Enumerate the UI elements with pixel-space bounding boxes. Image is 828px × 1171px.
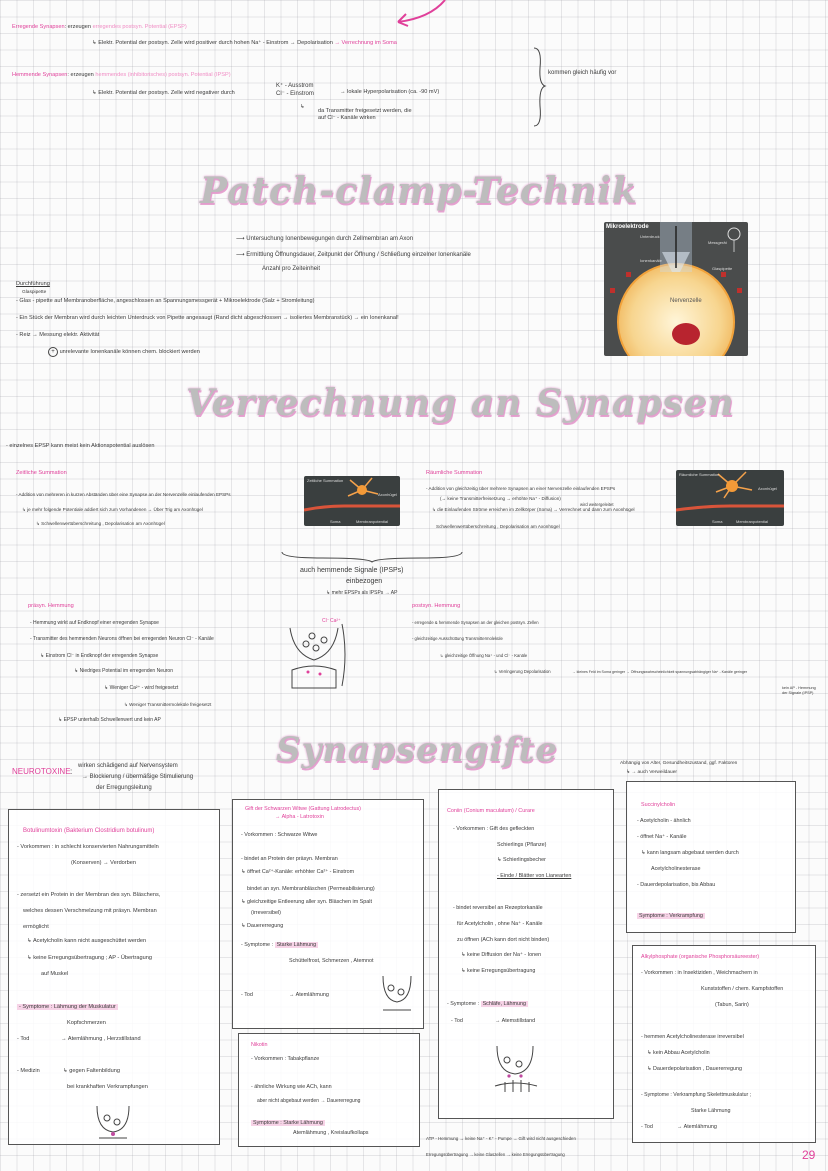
raum-line-2: (→ keine Transmitterfreisetzung → erhöhte Na⁺ - Diffusion) bbox=[440, 496, 561, 501]
postsyn-hemmung-label: postsyn. Hemmung bbox=[412, 603, 461, 609]
witwe-tod2: → Atemlähmung bbox=[289, 992, 329, 998]
niko-2: aber nicht abgebaut werden → Dauererregung bbox=[257, 1098, 361, 1104]
abhaengig-2: ↳ → auch Verweildauer bbox=[626, 770, 677, 775]
hemmende-transmitter-branch: ↳ bbox=[300, 104, 305, 110]
diag-ca: Ca²⁺ bbox=[330, 618, 341, 624]
raeumliche-summation-label: Räumliche Summation bbox=[426, 470, 483, 476]
niko-s2: Atemlähmung , Kreislaufkollaps bbox=[293, 1130, 369, 1136]
raum-line-3: ↳ die Einlaufenden Ströme erreichen im Zellkörper (Soma) → Verrechnet und dann zum Axonhügel bbox=[432, 507, 635, 512]
succinylcholin-box bbox=[626, 781, 796, 933]
witwe-synapse-sketch bbox=[379, 976, 415, 1016]
alkylphosphate-box bbox=[632, 945, 816, 1143]
neurotoxine-label: NEUROTOXINE bbox=[12, 767, 71, 776]
botu-z5: ↳ keine Erregungsübertragung ; AP - Übertragung bbox=[27, 955, 152, 961]
prae-6: ↳ Weniger Transmittermoleküle freigesetzt bbox=[124, 702, 212, 707]
durchfuehrung-label: Durchführung bbox=[16, 281, 50, 287]
alkyl-symptome: - Symptome : Verkrampfung Skelettmuskulatur ; bbox=[641, 1092, 752, 1098]
zeit-line-3: ↳ Schwellenwertüberschreitung , Depolarisation am Axonhügel bbox=[36, 521, 165, 526]
hemmende-sub: ↳ Elektr. Potential der postsyn. Zelle wird negativer durch bbox=[92, 90, 235, 96]
botu-tod: - Tod bbox=[17, 1036, 30, 1042]
niko-v: - Vorkommen : Tabakpflanze bbox=[251, 1056, 320, 1062]
alkyl-3: ↳ Dauerdepolarisation , Dauererregung bbox=[647, 1066, 743, 1072]
coniin-box bbox=[438, 789, 614, 1119]
glaspipette-label: Glaspipette bbox=[712, 266, 733, 271]
img1-soma: Soma bbox=[330, 519, 341, 524]
auch-hemmende: auch hemmende Signale (IPSPs) bbox=[300, 567, 404, 574]
botu-z6: auf Muskel bbox=[41, 971, 69, 977]
page-number: 29 bbox=[802, 1148, 816, 1162]
mehr-epsps: ↳ mehr EPSPs als IPSPs → AP bbox=[326, 590, 398, 596]
verrechnung-title: Verrechnung an Synapsen bbox=[186, 382, 735, 424]
prae-2: - Transmitter des hemmenden Neurons öffnen bei erregenden Neuron Cl⁻ - Kanäle bbox=[30, 636, 214, 642]
botu-z2: welches dessen Verschmelzung mit präsyn. Membran bbox=[23, 908, 157, 914]
erregende-sub: Elektr. Potential der postsyn. Zelle wird positiver durch hohen Na⁺ - Einstrom bbox=[98, 40, 289, 46]
patch-clamp-image bbox=[604, 222, 748, 356]
botu-tod2: → Atemlähmung , Herzstillstand bbox=[61, 1036, 141, 1042]
alkyl-s2: Starke Lähmung bbox=[691, 1108, 731, 1114]
patch-bullet-3: - Reiz → Messung elektr. Aktivität bbox=[16, 332, 100, 338]
patch-bullet-4: + unrelevante Ionenkanäle können chem. blockiert werden bbox=[48, 347, 200, 357]
conin-v4: - Einde / Blätter von Lianearten bbox=[497, 873, 572, 879]
img2-axonhuegel: Axonhügel bbox=[758, 486, 777, 491]
top-arrow-decoration bbox=[390, 0, 450, 30]
sux-1: - Acetylcholin - ähnlich bbox=[637, 818, 691, 824]
alkyl-v3: (Tabun, Sarin) bbox=[715, 1002, 749, 1008]
witwe-sub: → Alpha - Latrotoxin bbox=[275, 814, 324, 820]
raum-line-3b: wird weitergeleitet bbox=[580, 502, 614, 507]
patch-clamp-title: Patch-clamp-Technik bbox=[200, 170, 638, 212]
witwe-tod: - Tod bbox=[241, 992, 253, 998]
prae-5: ↳ Weniger Ca²⁺ - wird freigesetzt bbox=[104, 685, 179, 691]
hemmende-transmitter: da Transmitter freigesetzt werden, die auf Cl⁻ - Kanäle wirken bbox=[318, 108, 412, 121]
conin-5: ↳ keine Erregungsübertragung bbox=[461, 968, 536, 974]
sux-title: Succinylcholin bbox=[641, 802, 676, 808]
patch-bullet-1: - Glas - pipette auf Membranoberfläche, angeschlossen an Spannungsmessgerät + Mikroelektrode (Salz + Stromleitung) bbox=[16, 298, 315, 304]
praesyn-hemmung-label: präsyn. Hemmung bbox=[28, 603, 74, 609]
raeumliche-summation-illustration bbox=[676, 470, 784, 526]
alkyl-tod: - Tod bbox=[641, 1124, 653, 1130]
center-brace bbox=[282, 550, 462, 562]
erregende-depol: Depolarisation bbox=[297, 40, 333, 46]
img2-soma: Soma bbox=[712, 519, 723, 524]
alkyl-v2: Kunststoffen / chem. Kampfstoffen bbox=[701, 986, 784, 992]
hemmende-result: → lokale Hyperpolarisation (ca. -90 mV) bbox=[340, 89, 440, 95]
ion-kalium: K⁺ - Ausstrom bbox=[276, 83, 314, 89]
witwe-symptome: - Symptome : Starke Lähmung bbox=[241, 942, 317, 948]
raum-line-4: Schwellenwertüberschreitung , Depolarisation am Axonhügel bbox=[436, 524, 560, 529]
conin-v2: Schierlings (Pflanze) bbox=[497, 842, 547, 848]
img1-title: Zeitliche Summation bbox=[307, 478, 344, 483]
post-1: - erregende & hemmende Synapsen an der gleichen postsyn. Zellen bbox=[412, 620, 539, 625]
prae-7: ↳ EPSP unterhalb Schwellenwert und kein AP bbox=[58, 717, 161, 723]
messgeraet-label: Messgerät bbox=[708, 240, 727, 245]
patch-arrow-3: Anzahl pro Zeiteinheit bbox=[262, 266, 321, 272]
botu-title: Botulinumtoxin (Bakterium Clostridium botulinum) bbox=[23, 828, 155, 834]
praesyn-diagram bbox=[284, 614, 354, 694]
conin-title: Coniin (Conium maculatum) / Curare bbox=[447, 808, 535, 814]
conin-v3: ↳ Schierlingsbecher bbox=[497, 857, 546, 863]
conin-4: ↳ keine Diffusion der Na⁺ - Ionen bbox=[461, 952, 542, 958]
witwe-5: (irreversibel) bbox=[251, 910, 281, 916]
post-3: ↳ gleichzeitige Öffnung Na⁺ - und Cl⁻ - Kanäle bbox=[440, 653, 528, 658]
alkyl-v: - Vorkommen : in Insektiziden , Weichmachern in bbox=[641, 970, 758, 976]
niko-symptome: Symptome : Starke Lähmung bbox=[253, 1120, 323, 1126]
glaspipette-note: Glaspipette bbox=[22, 290, 47, 295]
neuro-1: wirken schädigend auf Nervensystem bbox=[78, 763, 178, 769]
mikroelektrode-label: Mikroelektrode bbox=[606, 224, 649, 230]
alkyl-2: ↳ kein Abbau Acetylcholin bbox=[647, 1050, 710, 1056]
synapsengifte-title: Synapsengifte bbox=[276, 730, 558, 770]
conin-v: - Vorkommen : Gift des gefleckten bbox=[453, 826, 535, 832]
atp-note-2: Erregungsübertragung → keine Glaszellen → keine Erregungsübertragung bbox=[426, 1152, 565, 1157]
post-2: - gleichzeitige Ausschüttung Transmittermoleküle bbox=[412, 636, 503, 641]
einbezogen: einbezogen bbox=[346, 578, 383, 585]
conin-tod: - Tod bbox=[451, 1018, 463, 1024]
top-brace bbox=[532, 48, 546, 128]
botu-z3: ermöglicht bbox=[23, 924, 49, 930]
botu-z4: ↳ Acetylcholin kann nicht ausgeschüttet werden bbox=[27, 938, 147, 944]
ion-chlorid: Cl⁻ - Einstrom bbox=[276, 91, 314, 97]
sux-5: - Dauerdepolarisation, bis Abbau bbox=[637, 882, 716, 888]
witwe-1: - bindet an Protein der präsyn. Membran bbox=[241, 856, 338, 862]
erregende-synapsen-line bbox=[12, 24, 187, 31]
raeumliche-summation-image bbox=[676, 470, 784, 526]
erregende-verrechnung: → Verrechnung im Soma bbox=[334, 40, 397, 46]
conin-tod2: → Atemstillstand bbox=[495, 1018, 536, 1024]
botu-s2: Kopfschmerzen bbox=[67, 1020, 106, 1026]
patch-bullet-2: - Ein Stück der Membran wird durch leichten Unterdruck von Pipette angesaugt (Rand dicht abgeschlossen → isoliertes Membranstück) → ein Ionenkanal! bbox=[16, 315, 399, 321]
erregende-pink: erregendes postsyn. Potential (EPSP) bbox=[92, 24, 187, 30]
img1-membranpotential: Membranpotential bbox=[356, 519, 389, 524]
witwe-title: Gift der Schwarzen Witwe (Gattung Latrodectus) bbox=[245, 806, 361, 812]
ionenkanaele-label: Ionenkanäle bbox=[640, 258, 662, 263]
verr-intro: - einzelnes EPSP kann meist kein Aktionspotential auslösen bbox=[6, 443, 155, 449]
witwe-v: - Vorkommen : Schwarze Witwe bbox=[241, 832, 318, 838]
erregende-label: Erregende Synapsen bbox=[12, 24, 65, 30]
prae-4: ↳ Niedriges Potential im erregenden Neuron bbox=[74, 668, 173, 674]
witwe-2: ↳ öffnet Ca²⁺-Kanäle: erhöhter Ca²⁺ - Einstrom bbox=[241, 869, 355, 875]
botu-med2: ↳ gegen Faltenbildung bbox=[63, 1068, 120, 1074]
post-6: kein AP - Hemmung der Signale (IPSP) bbox=[782, 686, 816, 695]
conin-symptome: - Symptome : Schläfe, Lähmung bbox=[447, 1001, 527, 1007]
patch-arrow-1: ⟶ Untersuchung Ionenbewegungen durch Zellmembran am Axon bbox=[236, 236, 414, 242]
witwe-4: ↳ gleichzeitige Entleerung aller syn. Bläschen im Spalt bbox=[241, 899, 372, 905]
erregende-text: : erzeugen bbox=[64, 24, 91, 30]
neuro-2: → Blockierung / übermäßige Stimulierung bbox=[82, 774, 194, 780]
sux-symptome: Symptome : Verkrampfung bbox=[639, 913, 703, 919]
sux-3: ↳ kann langsam abgebaut werden durch bbox=[641, 850, 739, 856]
img2-membranpotential: Membranpotential bbox=[736, 519, 769, 524]
niko-1: - ähnliche Wirkung wie ACh, kann bbox=[251, 1084, 332, 1090]
atp-note: ATP - Hemmung → keine Na⁺ - K⁺ - Pumpe → Gift wird nicht ausgeschieden bbox=[426, 1136, 576, 1141]
witwe-s3: Schüttelfrost, Schmerzen , Atemnot bbox=[289, 958, 374, 964]
sux-2: - öffnet Na⁺ - Kanäle bbox=[637, 834, 687, 840]
zeit-line-2: ↳ je mehr folgende Potentiale addiert sich zum Vorhandenen → Über Trig am Axonhügel bbox=[22, 507, 203, 512]
side-note: kommen gleich häufig vor bbox=[548, 70, 617, 76]
hemmende-pink: hemmendes (inhibitorisches) postsyn. Potential (IPSP) bbox=[95, 72, 231, 78]
botu-med: - Medizin bbox=[17, 1068, 40, 1074]
botu-z1: - zersetzt ein Protein in der Membran des syn. Bläschens, bbox=[17, 892, 161, 898]
unterdruck-label: Unterdruck bbox=[640, 234, 660, 239]
post-5: → kleines Feld im Soma geringer → Öffnungswahrscheinlichkeit spannungsabhängiger Na⁺ - Kanäle geringer bbox=[572, 670, 748, 674]
sux-4: Acetylcholinesterase bbox=[651, 866, 701, 872]
neuro-3: der Erregungsleitung bbox=[96, 785, 152, 791]
alkyl-tod2: → Atemlähmung bbox=[677, 1124, 717, 1130]
nervenzelle-label: Nervenzelle bbox=[670, 298, 702, 304]
schwarze-witwe-box bbox=[232, 799, 424, 1029]
hemmende-label: Hemmende Synapsen bbox=[12, 72, 68, 78]
botu-v: - Vorkommen : in schlecht konservierten Nahrungsmitteln bbox=[17, 844, 159, 850]
botu-symptome: - Symptome : Lähmung der Muskulatur bbox=[19, 1004, 116, 1010]
coniin-synapse-sketch bbox=[491, 1046, 541, 1108]
niko-title: Nikotin bbox=[251, 1042, 268, 1048]
conin-3: zu öffnen (ACh kann dort nicht binden) bbox=[457, 937, 550, 943]
raum-line-1: - Addition von gleichzeitig über mehrere Synapsen an einer Nervenzelle einlaufenden EPSPs bbox=[426, 486, 616, 491]
zeit-line-1: - Addition von mehreren in kurzen Abständen über eine Synapse an der Nervenzelle einlaufenden EPSPs bbox=[16, 492, 231, 497]
botu-v2: (Konserven) → Verdorben bbox=[71, 860, 136, 866]
conin-1: - bindet reversibel an Rezeptorkanäle bbox=[453, 905, 543, 911]
nikotin-box bbox=[238, 1033, 420, 1147]
botulinumtoxin-box bbox=[8, 809, 220, 1145]
neuro-colon: : bbox=[70, 767, 73, 776]
hemmende-synapsen-line bbox=[12, 72, 231, 79]
witwe-6: ↳ Dauererregung bbox=[241, 923, 284, 929]
prae-1: - Hemmung wirkt auf Endknopf einer erregenden Synapse bbox=[30, 620, 159, 626]
diag-cl: Cl⁻ bbox=[322, 618, 330, 624]
alkyl-title: Alkylphosphate (organische Phosphorsäureester) bbox=[641, 954, 760, 960]
zeitliche-summation-image bbox=[304, 476, 400, 526]
erregende-sub-line: ↳ Elektr. Potential der postsyn. Zelle wird positiver durch hohen Na⁺ - Einstrom → Depolarisation → Verrechnung im Soma bbox=[92, 40, 397, 46]
prae-3: ↳ Einstrom Cl⁻ in Endknopf der erregenden Synapse bbox=[40, 653, 159, 659]
botu-med3: bei krankhaften Verkrampfungen bbox=[67, 1084, 148, 1090]
img1-axonhuegel: Axonhügel bbox=[378, 492, 397, 497]
abhaengig: Abhängig von Alter, Gesundheitszustand, ggf. Faktoren bbox=[620, 761, 738, 766]
botu-synapse-sketch bbox=[93, 1106, 133, 1140]
alkyl-1: - hemmen Acetylcholinesterase irreversibel bbox=[641, 1034, 744, 1040]
zeitliche-summation-label: Zeitliche Summation bbox=[16, 470, 67, 476]
post-4: ↳ Verringerung Depolarisation bbox=[494, 669, 551, 674]
hemmende-text: : erzeugen bbox=[67, 72, 94, 78]
patch-arrow-2: ⟶ Ermittlung Öffnungsdauer, Zeitpunkt der Öffnung / Schließung einzelner Ionenkanäle bbox=[236, 252, 471, 258]
img2-title: Räumliche Summation bbox=[679, 472, 720, 477]
conin-2: für Acetylcholin , ohne Na⁺ - Kanäle bbox=[457, 921, 543, 927]
witwe-3: bindet an syn. Membranbläschen (Permeabilisierung) bbox=[247, 886, 375, 892]
